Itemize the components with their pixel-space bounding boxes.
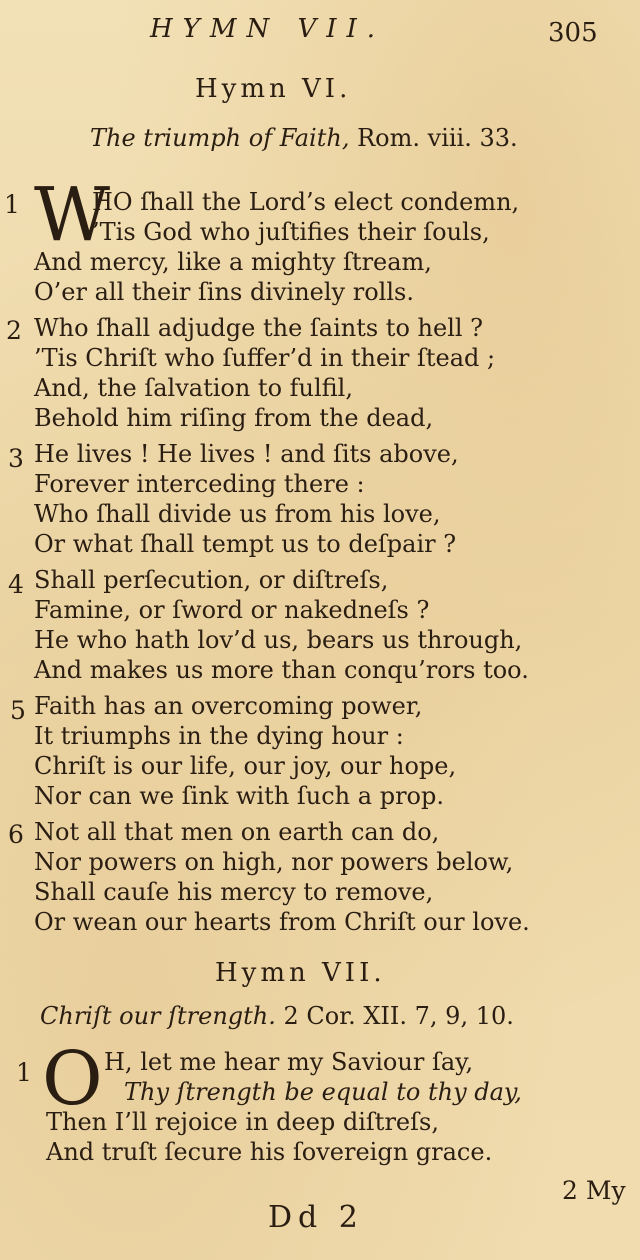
verse-line: Or wean our hearts from Chriſt our love.	[34, 908, 530, 936]
verse-line: ’Tis Chriſt who ſuffer’d in their ſtead ;	[34, 344, 496, 372]
drop-cap: O	[42, 1036, 103, 1122]
hymn-7-subtitle-italic: Chriſt our ſtrength.	[40, 1002, 276, 1030]
stanza-number: 1	[4, 190, 20, 219]
hymn-7-subtitle	[40, 1002, 514, 1030]
verse-line: HO ſhall the Lord’s elect condemn,	[92, 188, 520, 216]
stanza-number: 6	[8, 820, 24, 849]
verse-line: Nor powers on high, nor powers below,	[34, 848, 514, 876]
verse-line: Not all that men on earth can do,	[34, 818, 440, 846]
page-number: 305	[548, 18, 598, 48]
verse-line: Who ſhall adjudge the ſaints to hell ?	[34, 314, 484, 342]
signature-mark: Dd 2	[268, 1200, 364, 1235]
hymn-7-title: Hymn VII.	[215, 958, 386, 988]
verse-line: Who ſhall divide us from his love,	[34, 500, 441, 528]
running-head: HYMN VII.	[150, 14, 386, 44]
verse-line: He who hath lov’d us, bears us through,	[34, 626, 523, 654]
verse-line: Thy ſtrength be equal to thy day,	[124, 1078, 522, 1106]
stanza-number: 1	[16, 1058, 32, 1087]
verse-line: And mercy, like a mighty ſtream,	[34, 248, 432, 276]
verse-line: Shall perſecution, or diſtreſs,	[34, 566, 389, 594]
catchword: 2 My	[562, 1176, 626, 1205]
verse-line: Then I’ll rejoice in deep diſtreſs,	[46, 1108, 439, 1136]
hymn-7-scripture-ref: 2 Cor. XII. 7, 9, 10.	[283, 1002, 514, 1030]
verse-line: It triumphs in the dying hour :	[34, 722, 404, 750]
verse-line: And truſt ſecure his ſovereign grace.	[46, 1138, 493, 1166]
stanza-number: 4	[8, 570, 24, 599]
verse-line: Chriſt is our life, our joy, our hope,	[34, 752, 457, 780]
hymn-6-subtitle	[90, 124, 518, 152]
hymn-6-subtitle-italic: The triumph of Faith,	[90, 124, 350, 152]
verse-line: O’er all their ſins divinely rolls.	[34, 278, 414, 306]
stanza-number: 3	[8, 444, 24, 473]
stanza-number: 5	[10, 696, 26, 725]
verse-line: Faith has an overcoming power,	[34, 692, 423, 720]
verse-line: He lives ! He lives ! and ſits above,	[34, 440, 459, 468]
verse-line: Nor can we ſink with ſuch a prop.	[34, 782, 444, 810]
stanza-number: 2	[6, 316, 22, 345]
hymn-6-title: Hymn VI.	[195, 74, 352, 104]
verse-line: Famine, or ſword or nakedneſs ?	[34, 596, 430, 624]
verse-line: ’Tis God who juſtifies their ſouls,	[92, 218, 490, 246]
verse-line: Forever interceding there :	[34, 470, 365, 498]
verse-line: Shall cauſe his mercy to remove,	[34, 878, 434, 906]
verse-line: Or what ſhall tempt us to deſpair ?	[34, 530, 457, 558]
verse-line: H, let me hear my Saviour ſay,	[104, 1048, 474, 1076]
verse-line: Behold him riſing from the dead,	[34, 404, 434, 432]
verse-line: And, the ſalvation to fulfil,	[34, 374, 353, 402]
drop-cap: W	[34, 172, 111, 258]
hymn-6-scripture-ref: Rom. viii. 33.	[357, 124, 518, 152]
verse-line: And makes us more than conqu’rors too.	[34, 656, 529, 684]
